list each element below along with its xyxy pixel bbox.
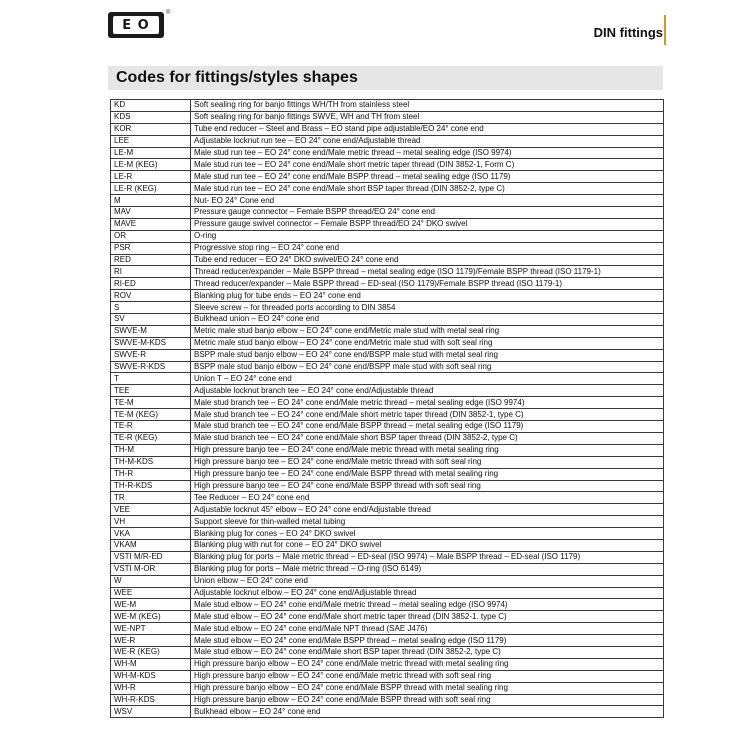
table-row <box>111 492 664 504</box>
table-row <box>111 100 664 112</box>
description-cell: Blanking plug for ports – Male metric thread – O-ring (ISO 6149) <box>191 563 664 575</box>
code-cell: RED <box>111 254 191 266</box>
description-cell: Male stud run tee – EO 24° cone end/Male BSPP thread – metal sealing edge (ISO 1179) <box>191 171 664 183</box>
code-cell: SV <box>111 314 191 326</box>
code-cell: VKAM <box>111 539 191 551</box>
description-cell: Blanking plug for cones – EO 24° DKO swivel <box>191 528 664 540</box>
description-cell: Progressive stop ring – EO 24° cone end <box>191 242 664 254</box>
description-cell: High pressure banjo elbow – EO 24° cone end/Male metric thread with soft seal ring <box>191 670 664 682</box>
description-cell: High pressure banjo tee – EO 24° cone end/Male metric thread with metal sealing ring <box>191 444 664 456</box>
table-row <box>111 658 664 670</box>
description-cell: Blanking plug with nut for cone – EO 24° DKO swivel <box>191 539 664 551</box>
table-row <box>111 123 664 135</box>
table-row <box>111 516 664 528</box>
code-cell: WH-M <box>111 658 191 670</box>
eo-logo-text: E O <box>113 16 159 34</box>
code-cell: VH <box>111 516 191 528</box>
code-cell: LEE <box>111 135 191 147</box>
table-row <box>111 361 664 373</box>
code-cell: RI-ED <box>111 278 191 290</box>
description-cell: Tube end reducer – Steel and Brass – EO stand pipe adjustable/EO 24° cone end <box>191 123 664 135</box>
description-cell: High pressure banjo elbow – EO 24° cone end/Male BSPP thread with soft seal ring <box>191 694 664 706</box>
table-row <box>111 480 664 492</box>
page-header-title: DIN fittings <box>593 25 663 40</box>
table-row <box>111 207 664 219</box>
description-cell: Male stud elbow – EO 24° cone end/Male short metric taper thread (DIN 3852-1. type C) <box>191 611 664 623</box>
description-cell: Male stud elbow – EO 24° cone end/Male BSPP thread – metal sealing edge (ISO 1179) <box>191 635 664 647</box>
description-cell: Bulkhead elbow – EO 24° cone end <box>191 706 664 718</box>
description-cell: Adjustable locknut branch tee – EO 24° cone end/Adjustable thread <box>191 385 664 397</box>
description-cell: BSPP male stud banjo elbow – EO 24° cone end/BSPP male stud with soft seal ring <box>191 361 664 373</box>
code-cell: ROV <box>111 290 191 302</box>
code-cell: LE-M <box>111 147 191 159</box>
code-cell: TE-R <box>111 421 191 433</box>
description-cell: Soft sealing ring for banjo fittings WH/TH from stainless steel <box>191 100 664 112</box>
description-cell: Bulkhead union – EO 24° cone end <box>191 314 664 326</box>
description-cell: Tube end reducer – EO 24° DKO swivel/EO 24° cone end <box>191 254 664 266</box>
section-title: Codes for fittings/styles shapes <box>116 69 358 86</box>
table-row <box>111 266 664 278</box>
code-cell: WE-M <box>111 599 191 611</box>
table-row <box>111 539 664 551</box>
table-row <box>111 242 664 254</box>
table-row <box>111 373 664 385</box>
table-row <box>111 504 664 516</box>
description-cell: Pressure gauge swivel connector – Female BSPP thread/EO 24° DKO swivel <box>191 218 664 230</box>
description-cell: Adjustable locknut elbow – EO 24° cone end/Adjustable thread <box>191 587 664 599</box>
table-row <box>111 159 664 171</box>
code-cell: S <box>111 302 191 314</box>
code-cell: KD <box>111 100 191 112</box>
table-row <box>111 147 664 159</box>
description-cell: Metric male stud banjo elbow – EO 24° cone end/Metric male stud with soft seal ring <box>191 337 664 349</box>
description-cell: Male stud run tee – EO 24° cone end/Male short metric taper thread (DIN 3852-1, Form C) <box>191 159 664 171</box>
code-cell: TR <box>111 492 191 504</box>
code-cell: OR <box>111 230 191 242</box>
description-cell: High pressure banjo elbow – EO 24° cone end/Male BSPP thread with metal sealing ring <box>191 682 664 694</box>
table-row <box>111 337 664 349</box>
codes-table <box>110 99 664 718</box>
table-row <box>111 195 664 207</box>
table-row <box>111 278 664 290</box>
table-row <box>111 551 664 563</box>
table-row <box>111 302 664 314</box>
table-row <box>111 325 664 337</box>
code-cell: VSTI M/R-ED <box>111 551 191 563</box>
code-cell: LE-R <box>111 171 191 183</box>
code-cell: WH-R <box>111 682 191 694</box>
code-cell: SWVE-M-KDS <box>111 337 191 349</box>
table-row <box>111 575 664 587</box>
description-cell: High pressure banjo tee – EO 24° cone end/Male BSPP thread with soft seal ring <box>191 480 664 492</box>
code-cell: VEE <box>111 504 191 516</box>
code-cell: T <box>111 373 191 385</box>
code-cell: WE-M (KEG) <box>111 611 191 623</box>
description-cell: Union elbow – EO 24° cone end <box>191 575 664 587</box>
description-cell: Soft sealing ring for banjo fittings SWVE, WH and TH from steel <box>191 111 664 123</box>
code-cell: WE-R (KEG) <box>111 646 191 658</box>
code-cell: LE-R (KEG) <box>111 183 191 195</box>
eo-logo <box>108 12 164 38</box>
codes-table-body <box>111 100 664 718</box>
description-cell: BSPP male stud banjo elbow – EO 24° cone end/BSPP male stud with metal seal ring <box>191 349 664 361</box>
description-cell: Male stud elbow – EO 24° cone end/Male short BSP taper thread (DIN 3852-2, type C) <box>191 646 664 658</box>
table-row <box>111 468 664 480</box>
code-cell: WE-NPT <box>111 623 191 635</box>
code-cell: M <box>111 195 191 207</box>
table-row <box>111 432 664 444</box>
code-cell: WSV <box>111 706 191 718</box>
table-row <box>111 611 664 623</box>
table-row <box>111 646 664 658</box>
table-row <box>111 670 664 682</box>
description-cell: Nut- EO 24° Cone end <box>191 195 664 207</box>
table-row <box>111 528 664 540</box>
table-row <box>111 385 664 397</box>
description-cell: Male stud run tee – EO 24° cone end/Male short BSP taper thread (DIN 3852-2, type C) <box>191 183 664 195</box>
description-cell: Male stud branch tee – EO 24° cone end/Male short metric taper thread (DIN 3852-1, type C) <box>191 409 664 421</box>
table-row <box>111 563 664 575</box>
code-cell: TE-M <box>111 397 191 409</box>
description-cell: Sleeve screw – for threaded ports according to DIN 3854 <box>191 302 664 314</box>
description-cell: Blanking plug for tube ends – EO 24° cone end <box>191 290 664 302</box>
description-cell: Male stud branch tee – EO 24° cone end/Male BSPP thread – metal sealing edge (ISO 1179) <box>191 421 664 433</box>
description-cell: Adjustable locknut 45° elbow – EO 24° cone end/Adjustable thread <box>191 504 664 516</box>
description-cell: Union T – EO 24° cone end <box>191 373 664 385</box>
code-cell: WE-R <box>111 635 191 647</box>
description-cell: Thread reducer/expander – Male BSPP thread – ED-seal (ISO 1179)/Female BSPP thread (ISO 1179-1) <box>191 278 664 290</box>
description-cell: Male stud elbow – EO 24° cone end/Male metric thread – metal sealing edge (ISO 9974) <box>191 599 664 611</box>
description-cell: Metric male stud banjo elbow – EO 24° cone end/Metric male stud with metal seal ring <box>191 325 664 337</box>
description-cell: High pressure banjo tee – EO 24° cone end/Male metric thread with soft seal ring <box>191 456 664 468</box>
description-cell: Tee Reducer – EO 24° cone end <box>191 492 664 504</box>
table-row <box>111 230 664 242</box>
table-row <box>111 409 664 421</box>
code-cell: MAVE <box>111 218 191 230</box>
description-cell: Thread reducer/expander – Male BSPP thread – metal sealing edge (ISO 1179)/Female BSPP thread (ISO 1179-1) <box>191 266 664 278</box>
table-row <box>111 254 664 266</box>
table-row <box>111 183 664 195</box>
section-header <box>108 66 663 90</box>
table-row <box>111 171 664 183</box>
table-row <box>111 314 664 326</box>
description-cell: Support sleeve for thin-walled metal tubing <box>191 516 664 528</box>
table-row <box>111 599 664 611</box>
code-cell: TH-M-KDS <box>111 456 191 468</box>
code-cell: TEE <box>111 385 191 397</box>
code-cell: PSR <box>111 242 191 254</box>
table-row <box>111 706 664 718</box>
description-cell: High pressure banjo elbow – EO 24° cone end/Male metric thread with metal sealing ring <box>191 658 664 670</box>
code-cell: SWVE-R-KDS <box>111 361 191 373</box>
table-row <box>111 444 664 456</box>
table-row <box>111 111 664 123</box>
table-row <box>111 682 664 694</box>
code-cell: KOR <box>111 123 191 135</box>
code-cell: TH-M <box>111 444 191 456</box>
table-row <box>111 635 664 647</box>
table-row <box>111 421 664 433</box>
code-cell: VKA <box>111 528 191 540</box>
code-cell: TH-R <box>111 468 191 480</box>
code-cell: VSTI M-OR <box>111 563 191 575</box>
description-cell: Male stud branch tee – EO 24° cone end/Male metric thread – metal sealing edge (ISO 9974) <box>191 397 664 409</box>
code-cell: WEE <box>111 587 191 599</box>
header-accent-rule <box>664 15 666 45</box>
code-cell: KDS <box>111 111 191 123</box>
table-row <box>111 290 664 302</box>
code-cell: WH-R-KDS <box>111 694 191 706</box>
description-cell: O-ring <box>191 230 664 242</box>
table-row <box>111 456 664 468</box>
description-cell: Adjustable locknut run tee – EO 24° cone end/Adjustable thread <box>191 135 664 147</box>
code-cell: LE-M (KEG) <box>111 159 191 171</box>
code-cell: SWVE-M <box>111 325 191 337</box>
code-cell: TE-M (KEG) <box>111 409 191 421</box>
description-cell: Blanking plug for ports – Male metric thread – ED-seal (ISO 9974) – Male BSPP thread – ED-seal (ISO 1179) <box>191 551 664 563</box>
table-row <box>111 349 664 361</box>
table-row <box>111 694 664 706</box>
code-cell: TE-R (KEG) <box>111 432 191 444</box>
code-cell: SWVE-R <box>111 349 191 361</box>
table-row <box>111 623 664 635</box>
code-cell: W <box>111 575 191 587</box>
table-row <box>111 587 664 599</box>
table-row <box>111 397 664 409</box>
code-cell: MAV <box>111 207 191 219</box>
code-cell: RI <box>111 266 191 278</box>
code-cell: TH-R-KDS <box>111 480 191 492</box>
description-cell: Male stud branch tee – EO 24° cone end/Male short BSP taper thread (DIN 3852-2, type C) <box>191 432 664 444</box>
description-cell: Male stud elbow – EO 24° cone end/Male NPT thread (SAE J476) <box>191 623 664 635</box>
code-cell: WH-M-KDS <box>111 670 191 682</box>
description-cell: Male stud run tee – EO 24° cone end/Male metric thread – metal sealing edge (ISO 9974) <box>191 147 664 159</box>
description-cell: High pressure banjo tee – EO 24° cone end/Male BSPP thread with metal sealing ring <box>191 468 664 480</box>
table-row <box>111 135 664 147</box>
table-row <box>111 218 664 230</box>
description-cell: Pressure gauge connector – Female BSPP thread/EO 24° cone end <box>191 207 664 219</box>
registered-mark: ® <box>166 10 171 16</box>
